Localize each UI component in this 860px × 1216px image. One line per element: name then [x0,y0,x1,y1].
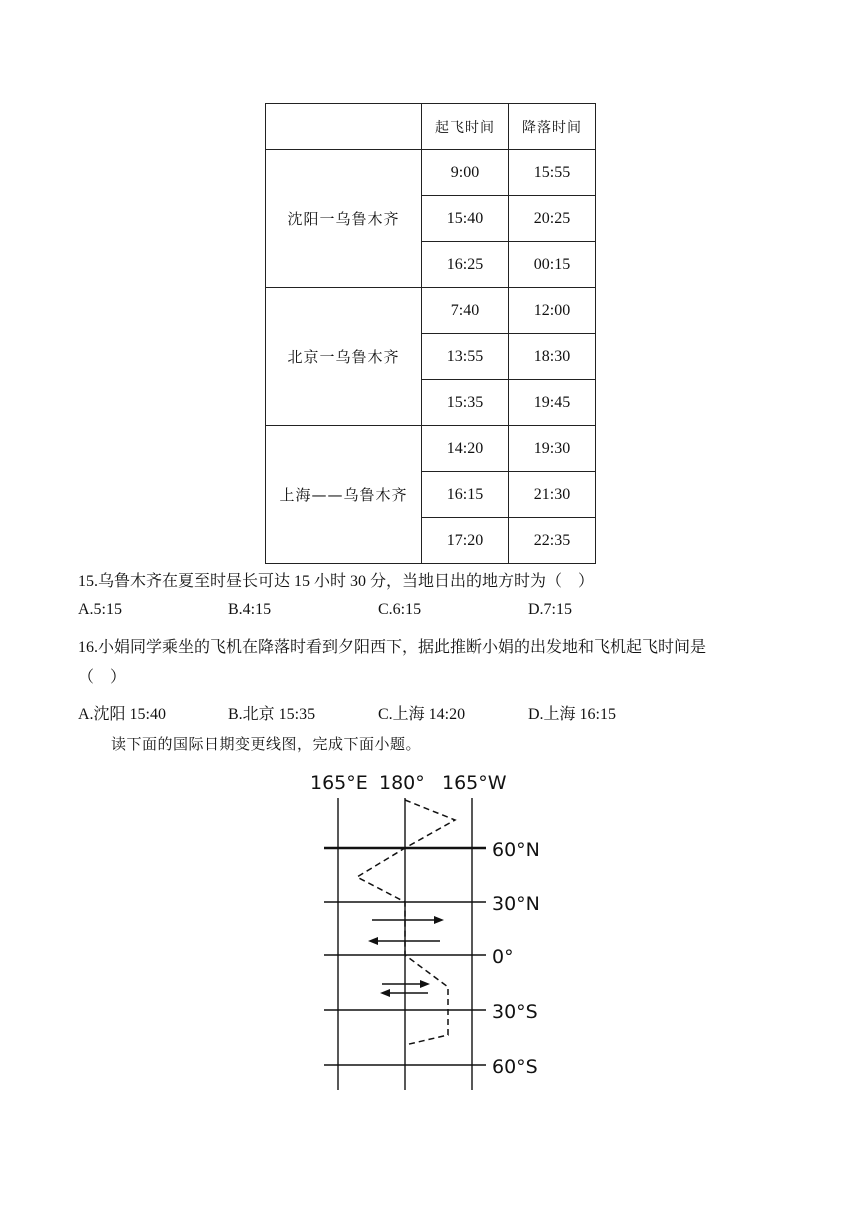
lat-label-30s: 30°S [492,1001,538,1023]
landing-cell: 00:15 [509,242,596,288]
date-line-figure [300,765,560,1095]
q16-option-c: C.上海 14:20 [378,706,466,723]
route-shenyang: 沈阳一乌鲁木齐 [266,150,422,288]
lat-label-equator: 0° [492,946,514,968]
route-beijing: 北京一乌鲁木齐 [266,288,422,426]
landing-cell: 20:25 [509,196,596,242]
landing-cell: 15:55 [509,150,596,196]
landing-cell: 22:35 [509,518,596,564]
landing-cell: 12:00 [509,288,596,334]
q16-option-a: A.沈阳 15:40 [78,706,167,723]
q16-option-d: D.上海 16:15 [528,706,617,723]
arrow-east-upper-head [434,916,444,924]
q15-option-a: A.5:15 [78,601,122,618]
question-16-stem-cont: （ ） [78,669,127,686]
q15-option-d: D.7:15 [528,601,572,618]
route-shanghai: 上海——乌鲁木齐 [266,426,422,564]
landing-cell: 19:30 [509,426,596,472]
arrow-west-lower-head [380,989,390,997]
landing-cell: 21:30 [509,472,596,518]
date-line-dashed [357,800,455,1045]
q15-option-c: C.6:15 [378,601,422,618]
takeoff-cell: 15:35 [422,380,509,426]
header-landing: 降落时间 [509,104,596,150]
question-16-stem: 16.小娟同学乘坐的飞机在降落时看到夕阳西下，据此推断小娟的出发地和飞机起飞时间是 [78,639,707,656]
takeoff-cell: 17:20 [422,518,509,564]
takeoff-cell: 7:40 [422,288,509,334]
q16-option-b: B.北京 15:35 [228,706,316,723]
landing-cell: 19:45 [509,380,596,426]
q15-option-b: B.4:15 [228,601,272,618]
header-takeoff: 起飞时间 [422,104,509,150]
takeoff-cell: 13:55 [422,334,509,380]
figure-intro: 读下面的国际日期变更线图，完成下面小题。 [111,735,422,753]
lon-label-165e: 165°E [310,772,368,794]
lat-label-60s: 60°S [492,1056,538,1078]
lon-label-180: 180° [379,772,425,794]
flight-table [265,103,596,564]
lat-label-30n: 30°N [492,893,540,915]
takeoff-cell: 16:25 [422,242,509,288]
landing-cell: 18:30 [509,334,596,380]
lon-label-165w: 165°W [442,772,507,794]
takeoff-cell: 16:15 [422,472,509,518]
question-15-stem: 15.乌鲁木齐在夏至时昼长可达 15 小时 30 分，当地日出的地方时为（ ） [78,573,595,590]
arrow-east-lower-head [420,980,430,988]
takeoff-cell: 15:40 [422,196,509,242]
lat-label-60n: 60°N [492,839,540,861]
takeoff-cell: 9:00 [422,150,509,196]
arrow-west-upper-head [368,937,378,945]
takeoff-cell: 14:20 [422,426,509,472]
table-corner [266,104,422,150]
